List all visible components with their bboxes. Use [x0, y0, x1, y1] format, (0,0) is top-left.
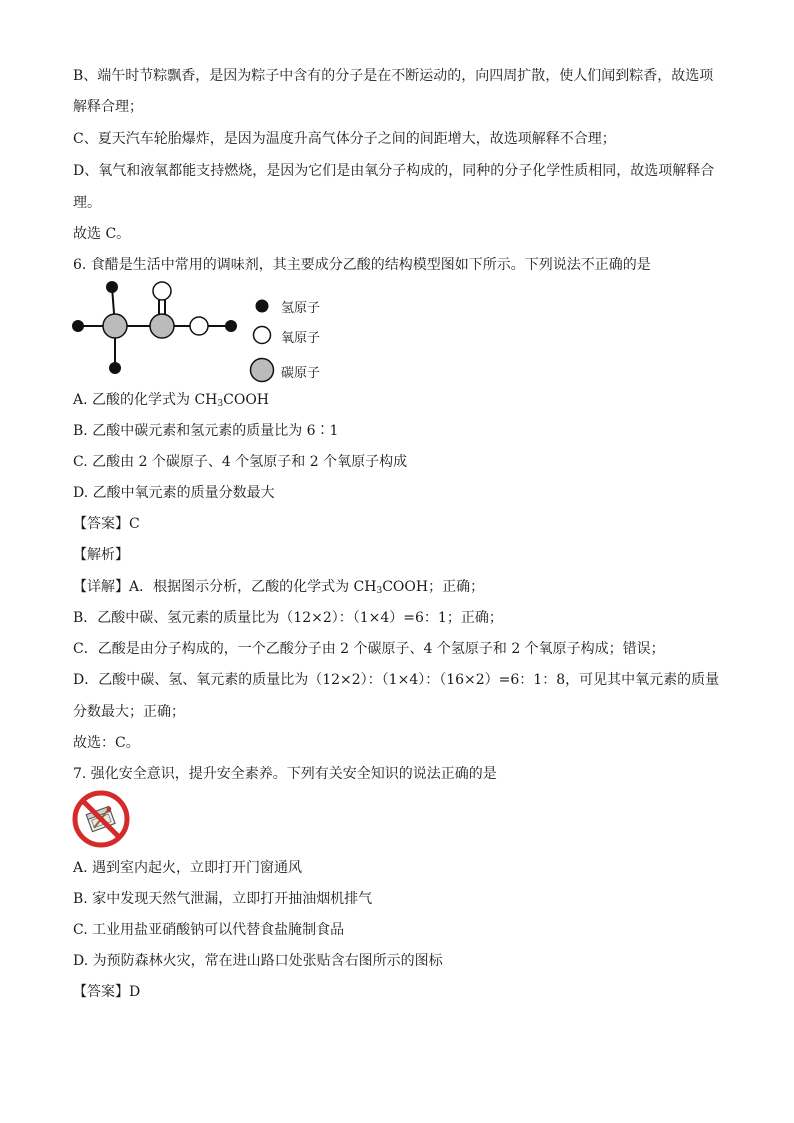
acetic-acid-molecule-icon: [68, 276, 248, 376]
hydrogen-atom: [106, 281, 118, 293]
carbon-legend-icon: [249, 357, 275, 383]
question-7-option-d: D. 为预防森林火灾，常在进山路口处张贴含右图所示的图标: [73, 953, 443, 969]
question-6-option-b: B. 乙酸中碳元素和氢元素的质量比为 6∶1: [73, 423, 339, 439]
text-line: C、夏天汽车轮胎爆炸，是因为温度升高气体分子之间的间距增大，故选项解释不合理；: [73, 131, 616, 147]
question-6-answer: 【答案】C: [73, 516, 140, 532]
legend-oxygen-label: 氧原子: [281, 331, 321, 346]
hydrogen-legend-icon: [252, 296, 272, 316]
legend-carbon-label: 碳原子: [281, 366, 321, 381]
question-6-analysis-label: 【解析】: [73, 547, 129, 563]
text-line: 故选 C。: [73, 226, 131, 242]
question-7-option-b: B. 家中发现天然气泄漏，立即打开抽油烟机排气: [73, 891, 373, 907]
question-6-detail-d-line-1: D．乙酸中碳、氢、氧元素的质量比为（12×2）：（1×4）：（16×2）=6：1：8，可见其中氧元素的质量: [73, 672, 720, 688]
carbon-atom: [150, 314, 174, 338]
hydrogen-atom: [72, 320, 84, 332]
hydrogen-atom: [109, 362, 121, 374]
text-line: 理。: [73, 195, 101, 211]
text-line: B、端午时节粽飘香，是因为粽子中含有的分子是在不断运动的，向四周扩散，使人们闻到粽香，故选项: [73, 68, 714, 84]
oxygen-legend-icon: [252, 325, 272, 345]
question-7-answer: 【答案】D: [73, 984, 141, 1000]
question-7-stem: 7. 强化安全意识，提升安全素养。下列有关安全知识的说法正确的是: [73, 766, 497, 782]
question-6-conclusion: 故选：C。: [73, 735, 140, 751]
oxygen-atom: [190, 317, 208, 335]
text-line: D、氧气和液氧都能支持燃烧，是因为它们是由氧分子构成的，同种的分子化学性质相同，故选项解释合: [73, 163, 715, 179]
carbon-atom: [103, 314, 127, 338]
question-6-option-d: D. 乙酸中氧元素的质量分数最大: [73, 485, 275, 501]
question-6-detail-a: 【详解】A．根据图示分析，乙酸的化学式为 $CH_3COOH$；正确；: [73, 579, 485, 596]
question-6-detail-c: C．乙酸是由分子构成的，一个乙酸分子由 2 个碳原子、4 个氢原子和 2 个氧原子构成；错误；: [73, 641, 665, 657]
question-6-detail-d-line-2: 分数最大；正确；: [73, 704, 185, 720]
oxygen-atom: [153, 282, 171, 300]
question-6-stem: 6. 食醋是生活中常用的调味剂，其主要成分乙酸的结构模型图如下所示。下列说法不正确的是: [73, 257, 651, 273]
question-7-option-c: C. 工业用盐亚硝酸钠可以代替食盐腌制食品: [73, 922, 345, 938]
no-matches-sign-icon: [72, 790, 130, 848]
question-6-option-a: A. 乙酸的化学式为 $CH_3COOH$: [73, 392, 270, 409]
question-6-option-c: C. 乙酸由 2 个碳原子、4 个氢原子和 2 个氧原子构成: [73, 454, 408, 470]
legend-hydrogen-label: 氢原子: [281, 301, 321, 316]
question-6-detail-b: B．乙酸中碳、氢元素的质量比为（12×2）：（1×4）=6：1；正确；: [73, 610, 503, 626]
question-7-option-a: A. 遇到室内起火，立即打开门窗通风: [73, 860, 303, 876]
text-line: 解释合理；: [73, 99, 143, 115]
hydrogen-atom: [225, 320, 237, 332]
